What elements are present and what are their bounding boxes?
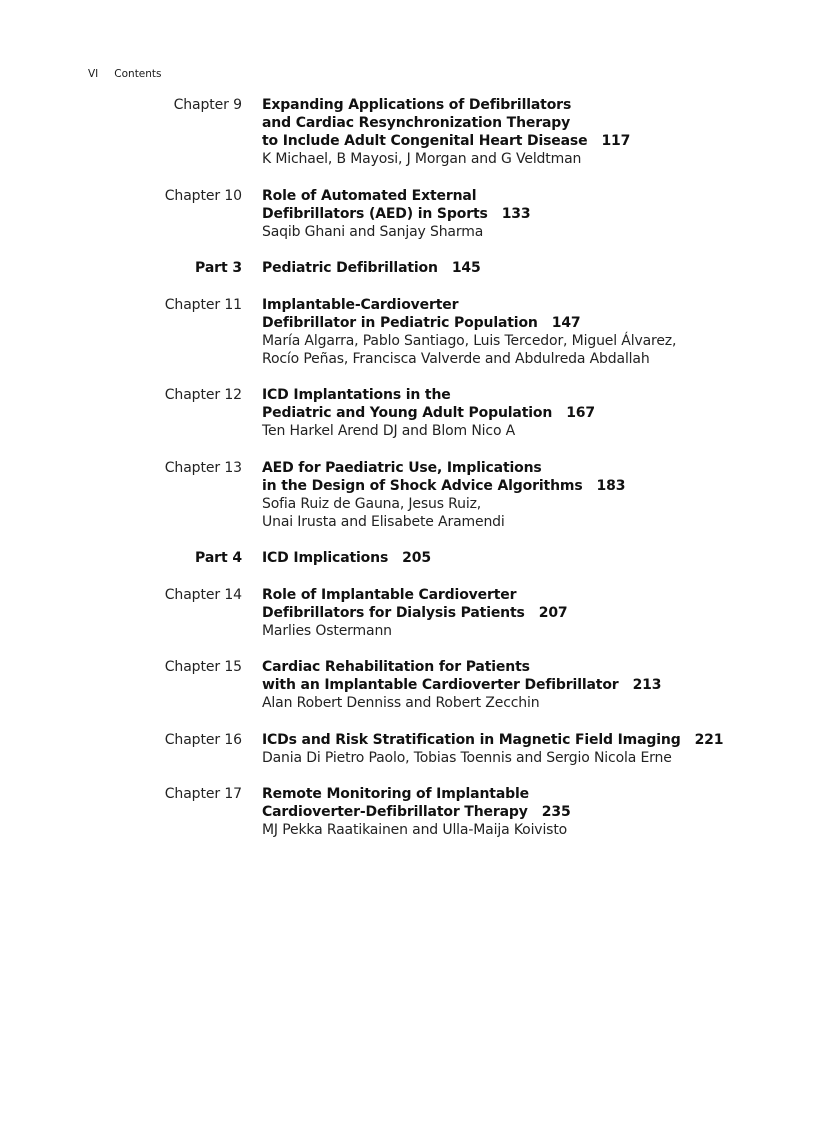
chapter-label: Chapter 17: [164, 786, 242, 802]
entry-authors: Alan Robert Denniss and Robert Zecchin: [262, 695, 540, 711]
entry-authors: Saqib Ghani and Sanjay Sharma: [262, 223, 484, 240]
toc-chapter-entry: [0, 296, 816, 368]
chapter-label: Chapter 16: [164, 731, 242, 748]
toc-chapter-entry: [0, 96, 816, 168]
entry-page-number: 117: [601, 133, 631, 149]
entry-title-text: Expanding Applications of Defibrillators: [262, 97, 572, 113]
running-head-section: Contents: [114, 68, 162, 80]
entry-body: [262, 586, 782, 640]
toc-chapter-entry: [0, 785, 816, 839]
entry-title-line: [262, 803, 782, 821]
entry-title-line: [262, 114, 782, 132]
entry-page-number: 133: [501, 205, 531, 222]
toc-chapter-entry: [0, 586, 816, 640]
entry-title-line: [262, 187, 782, 205]
entry-title-text: ICD Implantations in the: [262, 387, 451, 403]
entry-title-line: [262, 676, 782, 694]
entry-body: [262, 187, 782, 241]
entry-body: [262, 386, 782, 440]
entry-page-number: 207: [538, 604, 568, 621]
entry-page-number: 221: [694, 731, 724, 748]
toc-part-entry: [0, 259, 816, 277]
entry-authors: K Michael, B Mayosi, J Morgan and G Veldtman: [262, 151, 582, 167]
entry-title-text: Role of Implantable Cardioverter: [262, 586, 517, 603]
entry-title-text: Pediatric and Young Adult Population: [262, 405, 553, 421]
entry-authors: Marlies Ostermann: [262, 622, 392, 639]
entry-title-line: [262, 404, 782, 422]
entry-title-text: Defibrillator in Pediatric Population: [262, 314, 538, 331]
entry-title-line: [262, 132, 782, 150]
entry-page-number: 205: [402, 550, 431, 566]
entry-body: [262, 296, 782, 368]
entry-page-number: 213: [632, 677, 662, 693]
entry-authors: Dania Di Pietro Paolo, Tobias Toennis and Sergio Nicola Erne: [262, 749, 672, 766]
chapter-label: Chapter 9: [173, 97, 242, 113]
chapter-label: Chapter 13: [164, 459, 242, 476]
chapter-label: Chapter 11: [164, 296, 242, 313]
entry-title-line: [262, 477, 782, 495]
entry-page-number: 167: [566, 405, 595, 421]
entry-authors: Unai Irusta and Elisabete Aramendi: [262, 513, 505, 530]
entry-body: [262, 658, 782, 712]
entry-body: [262, 259, 782, 277]
part-label: Part 4: [195, 550, 242, 566]
table-of-contents: [0, 96, 816, 858]
entry-page-number: 183: [596, 477, 626, 494]
entry-body: [262, 96, 782, 168]
entry-title-text: AED for Paediatric Use, Implications: [262, 459, 542, 476]
running-head-page-number: VI: [88, 68, 99, 80]
entry-title-text: with an Implantable Cardioverter Defibrillator: [262, 677, 619, 693]
running-head: [88, 68, 162, 80]
entry-title-line: [262, 459, 782, 477]
entry-title-line: [262, 785, 782, 803]
entry-title-text: to Include Adult Congenital Heart Disease: [262, 133, 588, 149]
entry-title-line: [262, 731, 782, 749]
toc-chapter-entry: [0, 386, 816, 440]
chapter-label: Chapter 15: [164, 659, 242, 675]
entry-title-text: in the Design of Shock Advice Algorithms: [262, 477, 583, 494]
entry-title-line: [262, 658, 782, 676]
entry-page-number: 147: [551, 314, 581, 331]
entry-title-text: Pediatric Defibrillation: [262, 260, 438, 276]
entry-title-text: Defibrillators for Dialysis Patients: [262, 604, 525, 621]
entry-title-text: ICDs and Risk Stratification in Magnetic Field Imaging: [262, 731, 681, 748]
entry-title-text: Cardiac Rehabilitation for Patients: [262, 659, 530, 675]
entry-authors: Rocío Peñas, Francisca Valverde and Abdulreda Abdallah: [262, 350, 650, 367]
toc-chapter-entry: [0, 459, 816, 531]
toc-chapter-entry: [0, 731, 816, 767]
entry-title-line: [262, 296, 782, 314]
entry-title-text: ICD Implications: [262, 550, 389, 566]
entry-title-text: Role of Automated External: [262, 187, 477, 204]
toc-part-entry: [0, 549, 816, 567]
entry-title-line: [262, 549, 782, 567]
entry-body: [262, 731, 782, 767]
entry-title-line: [262, 96, 782, 114]
entry-authors: María Algarra, Pablo Santiago, Luis Tercedor, Miguel Álvarez,: [262, 332, 677, 349]
entry-page-number: 235: [541, 804, 571, 820]
entry-authors: Ten Harkel Arend DJ and Blom Nico A: [262, 423, 516, 439]
entry-title-line: [262, 314, 782, 332]
entry-title-line: [262, 259, 782, 277]
toc-chapter-entry: [0, 658, 816, 712]
entry-title-text: Remote Monitoring of Implantable: [262, 786, 530, 802]
entry-title-line: [262, 604, 782, 622]
entry-authors: MJ Pekka Raatikainen and Ulla-Maija Koivisto: [262, 822, 568, 838]
entry-page-number: 145: [451, 260, 481, 276]
entry-body: [262, 459, 782, 531]
part-label: Part 3: [195, 260, 242, 276]
toc-chapter-entry: [0, 187, 816, 241]
entry-title-line: [262, 386, 782, 404]
chapter-label: Chapter 12: [164, 387, 242, 403]
entry-authors: Sofia Ruiz de Gauna, Jesus Ruiz,: [262, 495, 482, 512]
chapter-label: Chapter 10: [164, 187, 242, 204]
entry-title-text: Implantable-Cardioverter: [262, 296, 459, 313]
entry-title-line: [262, 586, 782, 604]
entry-title-text: Cardioverter-Defibrillator Therapy: [262, 804, 528, 820]
entry-title-line: [262, 205, 782, 223]
entry-title-text: and Cardiac Resynchronization Therapy: [262, 115, 571, 131]
chapter-label: Chapter 14: [164, 586, 242, 603]
entry-title-text: Defibrillators (AED) in Sports: [262, 205, 488, 222]
entry-body: [262, 549, 782, 567]
entry-body: [262, 785, 782, 839]
